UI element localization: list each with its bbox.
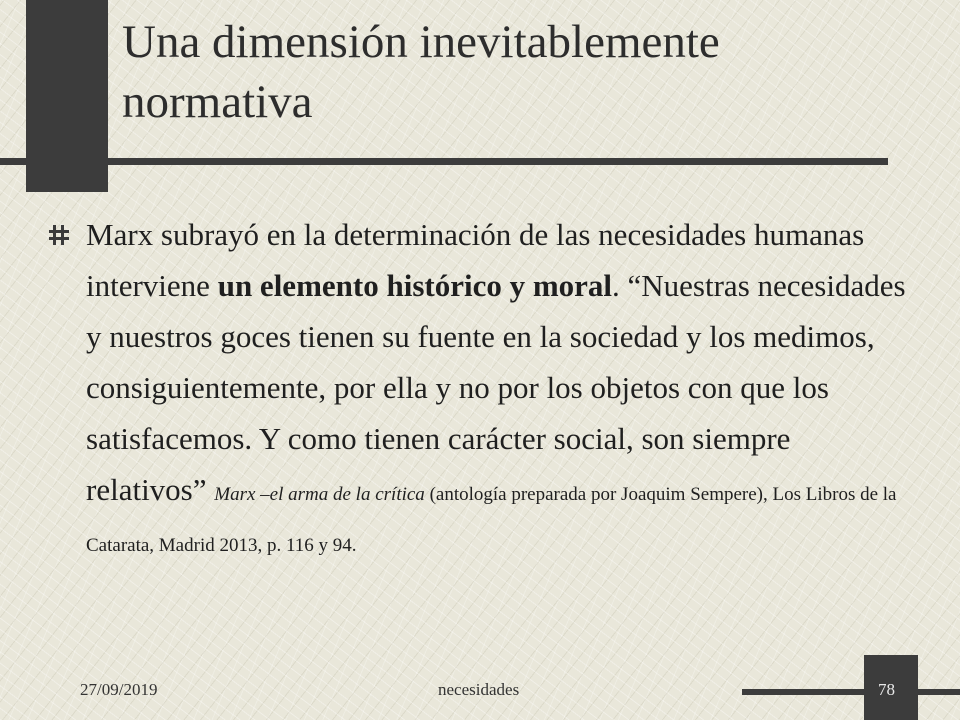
paragraph-bold-phrase: un elemento histórico y moral (217, 268, 613, 303)
bullet-paragraph (86, 209, 916, 566)
page-number: 78 (878, 680, 895, 699)
footer-date: 27/09/2019 (80, 680, 158, 699)
paragraph-text-start: Marx subrayó en la determinación de las necesidades humanas interviene (86, 217, 865, 303)
citation-details: (antología preparada por Joaquim Sempere), Los Libros de la Catarata, Madrid 2013, p. 116 y 94. (86, 484, 897, 556)
hash-bullet-icon (48, 224, 70, 246)
paragraph-quote: . “Nuestras necesidades y nuestros goces tienen su fuente en la sociedad y los medimos, consiguientemente, por ella y no por los objetos con que los satisfacemos. Y como tienen carácter social, son siempre relativos” (86, 268, 906, 507)
citation-title: Marx –el arma de la crítica (214, 484, 425, 505)
footer-topic: necesidades (438, 680, 520, 699)
footer-rule (742, 689, 960, 695)
slide-title: Una dimensión inevitablemente normativa (122, 16, 720, 128)
title-underline-rule (0, 158, 888, 165)
